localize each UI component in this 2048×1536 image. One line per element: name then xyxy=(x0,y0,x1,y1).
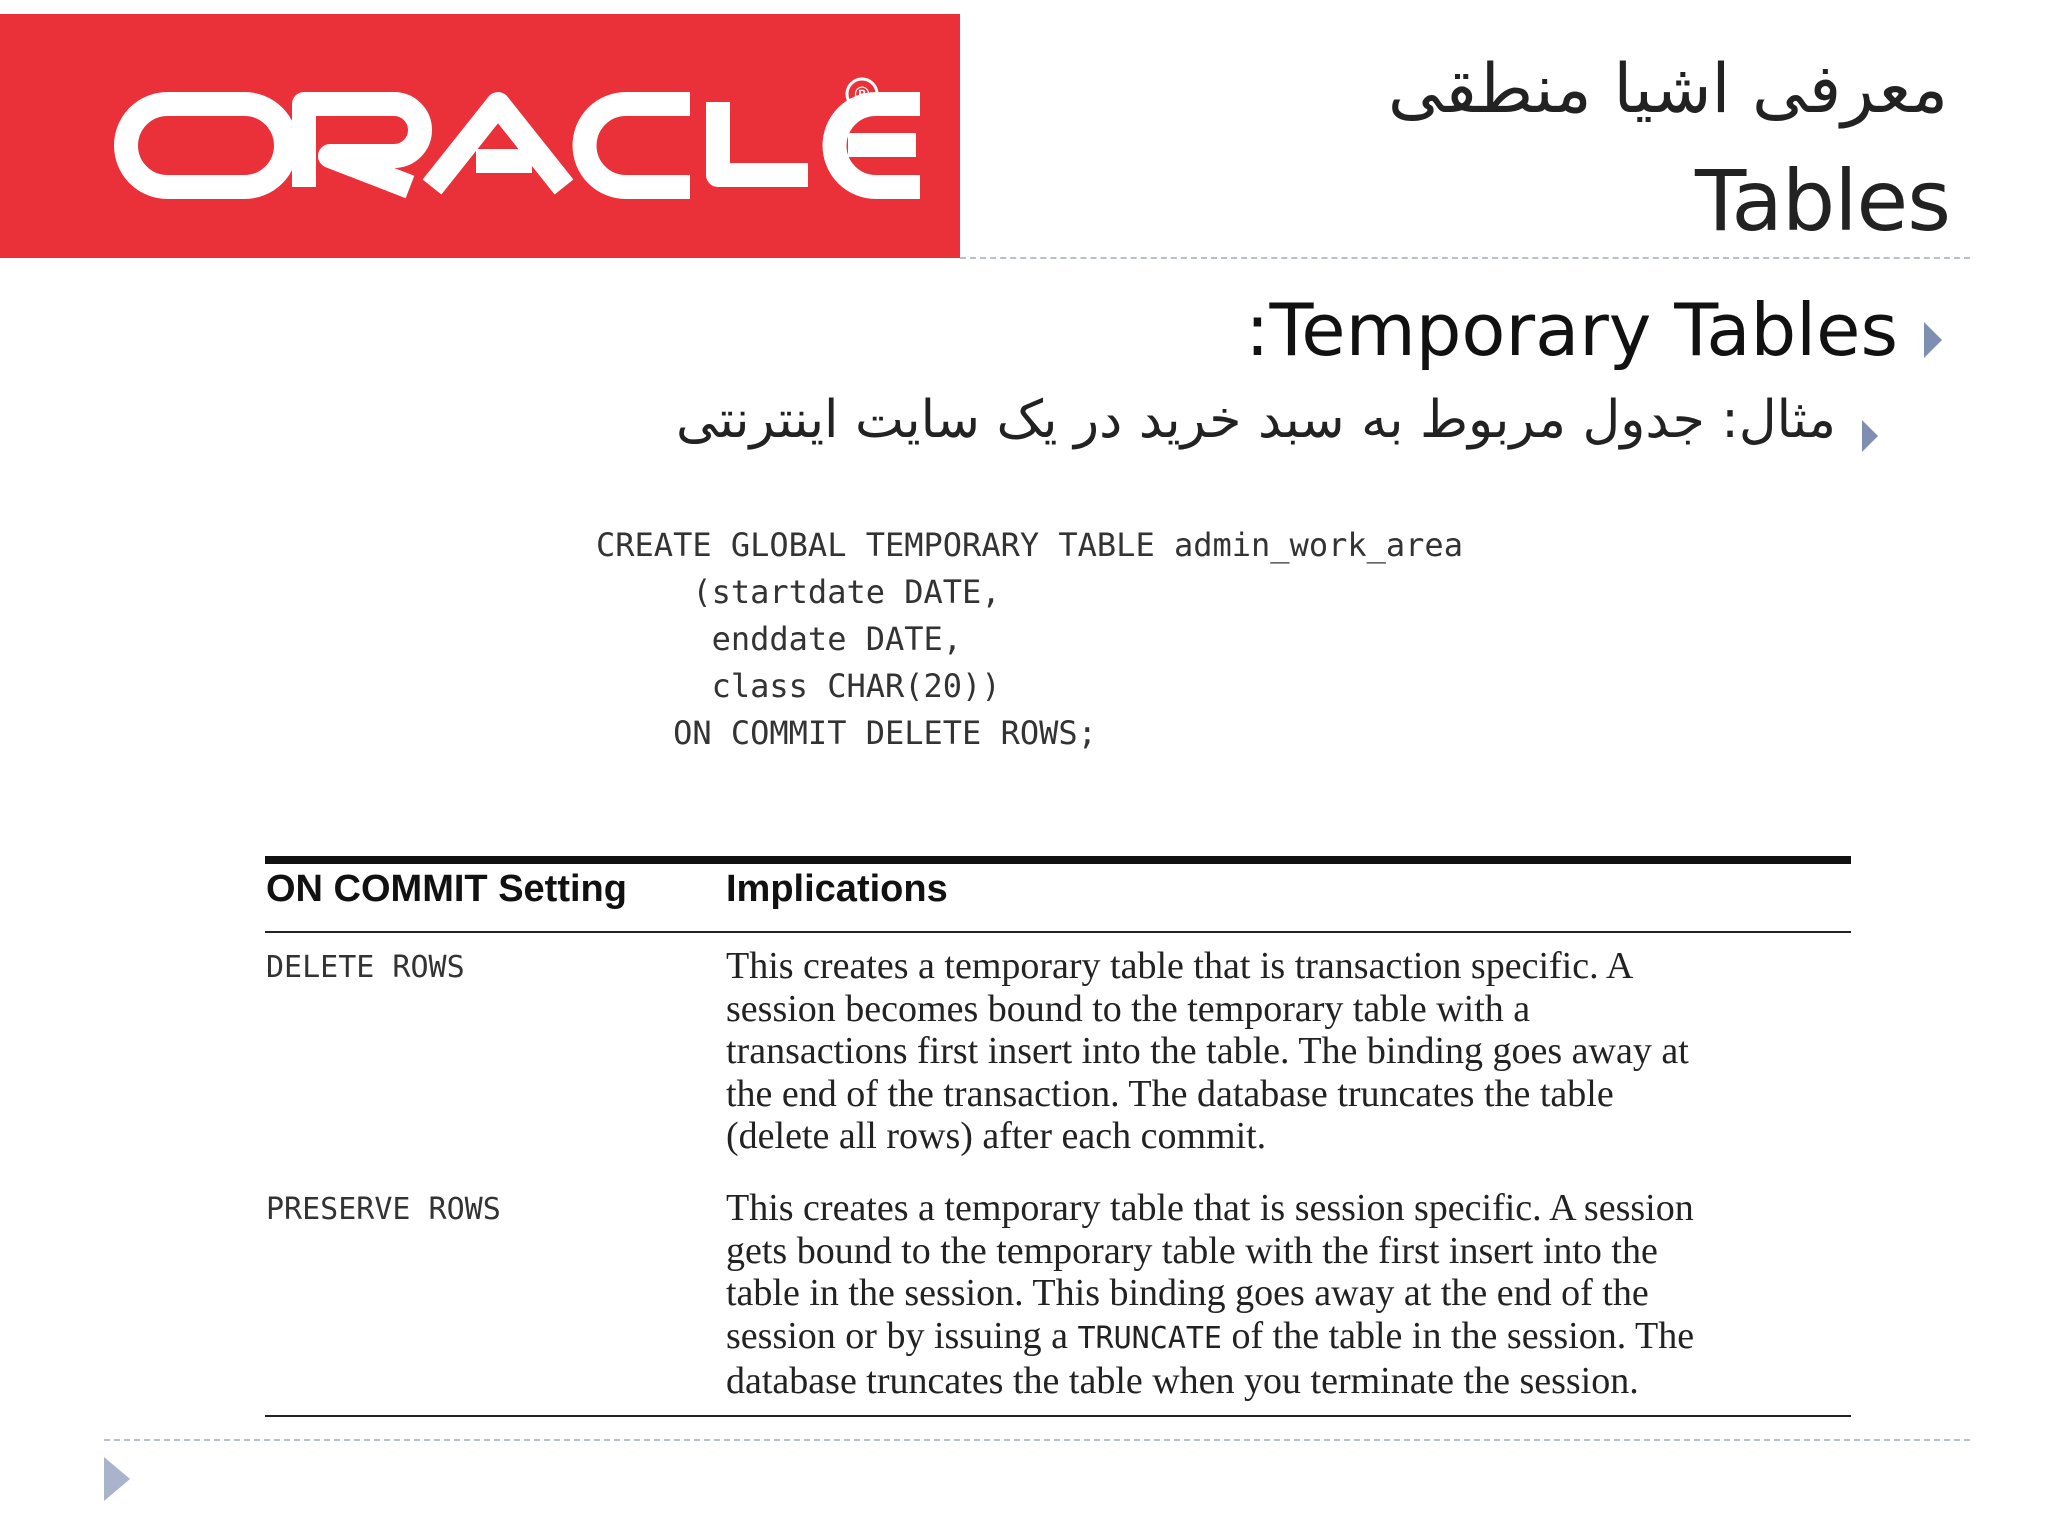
table-cell-setting: DELETE ROWS xyxy=(266,950,465,985)
table-bottom-rule xyxy=(265,1415,1851,1417)
text-line: table in the session. This binding goes away at the end of the xyxy=(726,1272,1649,1314)
sql-code-block xyxy=(596,522,1463,757)
text-line: the end of the transaction. The database truncates the table xyxy=(726,1072,1614,1115)
code-line: CREATE GLOBAL TEMPORARY TABLE admin_work_area xyxy=(596,526,1463,564)
text-line: This creates a temporary table that is session specific. A session xyxy=(726,1187,1694,1229)
table-cell-setting: PRESERVE ROWS xyxy=(266,1192,501,1227)
text-line: session becomes bound to the temporary table with a xyxy=(726,987,1531,1030)
slide-title-fa: معرفی اشیا منطقی xyxy=(1387,50,1948,129)
table-header-setting: ON COMMIT Setting xyxy=(266,868,627,910)
code-line: (startdate DATE, xyxy=(692,573,1001,611)
oracle-logo-wordmark xyxy=(0,14,960,258)
header-divider xyxy=(960,257,1970,259)
text-line: This creates a temporary table that is transaction specific. A xyxy=(726,945,1634,987)
table-header-rule xyxy=(265,931,1851,933)
text-fragment: of the table in the session. The xyxy=(1231,1314,1695,1357)
code-line: ON COMMIT DELETE ROWS; xyxy=(673,714,1097,752)
table-top-rule xyxy=(265,856,1851,864)
bullet-triangle-icon xyxy=(1862,420,1878,452)
registered-mark: ® xyxy=(854,84,870,106)
text-line: database truncates the table when you terminate the session. xyxy=(726,1360,1639,1402)
table-cell-implications xyxy=(726,945,1836,1158)
text-line xyxy=(726,1315,1836,1361)
table-cell-implications xyxy=(726,1187,1836,1403)
inline-code: TRUNCATE xyxy=(1077,1320,1222,1356)
bullet-triangle-icon xyxy=(1924,322,1942,358)
bullet-example: مثال: جدول مربوط به سبد خرید در یک سایت اینترنتی xyxy=(676,390,1836,450)
slide-title-en: Tables xyxy=(1695,152,1950,250)
text-line: gets bound to the temporary table with the first insert into the xyxy=(726,1229,1658,1272)
text-line: transactions first insert into the table. The binding goes away at xyxy=(726,1030,1689,1072)
nav-triangle-icon xyxy=(104,1457,130,1501)
oracle-logo xyxy=(0,14,960,258)
bullet-heading: :Temporary Tables xyxy=(1245,288,1898,372)
code-line: class CHAR(20)) xyxy=(711,667,1001,705)
text-fragment: session or by issuing a xyxy=(726,1314,1068,1357)
text-line: (delete all rows) after each commit. xyxy=(726,1115,1267,1157)
footer-divider xyxy=(104,1439,1970,1441)
code-line: enddate DATE, xyxy=(711,620,963,658)
table-header-implications: Implications xyxy=(726,868,948,910)
